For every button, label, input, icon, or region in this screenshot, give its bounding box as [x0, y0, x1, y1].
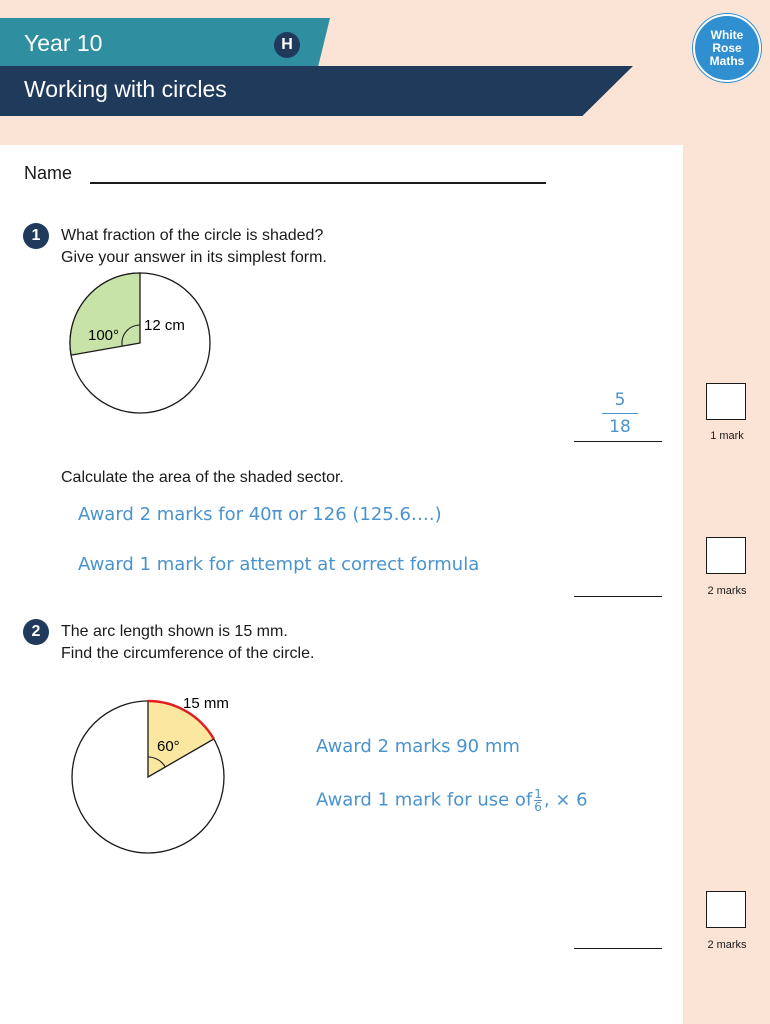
q1-answer-numerator: 5 — [614, 390, 626, 410]
q1-mark-box[interactable] — [706, 383, 746, 420]
q2-mark-box[interactable] — [706, 891, 746, 928]
q1-angle-label: 100° — [88, 327, 120, 344]
question-1-prompt-line-1: What fraction of the circle is shaded? — [61, 227, 324, 244]
q2-award-1-fraction — [534, 788, 542, 813]
higher-tier-badge: H — [274, 32, 300, 58]
name-field[interactable] — [90, 182, 546, 184]
q1-radius-label: 12 cm — [144, 317, 185, 334]
question-2-prompt-line-1: The arc length shown is 15 mm. — [61, 623, 288, 640]
logo-word-1: White — [710, 27, 744, 42]
q1-marks-label: 1 mark — [710, 430, 744, 442]
question-1-prompt-line-2: Give your answer in its simplest form. — [61, 249, 327, 266]
q1b-award-1-mark: Award 1 mark for attempt at correct formula — [78, 554, 480, 575]
question-1-circle-diagram — [60, 270, 230, 430]
question-1b-prompt: Calculate the area of the shaded sector. — [61, 469, 344, 486]
logo-word-2: Rose — [712, 40, 742, 55]
name-label: Name — [24, 163, 73, 183]
q2-marks-label: 2 marks — [707, 939, 747, 951]
white-rose-maths-logo — [693, 14, 761, 82]
q2-award-1-suffix: , × 6 — [543, 789, 588, 811]
q1-answer-line[interactable] — [574, 441, 662, 442]
q2-award-2-marks: Award 2 marks 90 mm — [316, 736, 520, 757]
question-2-prompt — [61, 621, 314, 665]
q1b-mark-box[interactable] — [706, 537, 746, 574]
q2-award-1-frac-den: 6 — [534, 800, 542, 814]
q2-angle-label: 60° — [157, 738, 180, 755]
q1b-marks-label: 2 marks — [707, 585, 747, 597]
year-label: Year 10 — [24, 30, 103, 56]
q2-award-1-frac-num: 1 — [534, 787, 542, 801]
q1-answer-fraction — [602, 390, 638, 437]
q1-answer-denominator: 18 — [609, 417, 631, 437]
question-1-prompt — [61, 225, 327, 269]
q2-award-1-mark — [316, 788, 588, 813]
q2-answer-line[interactable] — [574, 948, 662, 949]
q1b-award-2-marks: Award 2 marks for 40π or 126 (125.6….) — [78, 504, 442, 525]
page-title: Working with circles — [24, 76, 227, 102]
question-2-circle-diagram — [60, 688, 240, 858]
logo-word-3: Maths — [709, 53, 745, 68]
q2-award-1-prefix: Award 1 mark for use of — [316, 789, 533, 811]
question-2-prompt-line-2: Find the circumference of the circle. — [61, 645, 315, 662]
q1b-answer-line[interactable] — [574, 596, 662, 597]
question-2-number: 2 — [23, 619, 49, 645]
q1-answer-fraction-bar — [602, 413, 638, 414]
q2-arc-label: 15 mm — [183, 695, 229, 712]
question-1-number: 1 — [23, 223, 49, 249]
